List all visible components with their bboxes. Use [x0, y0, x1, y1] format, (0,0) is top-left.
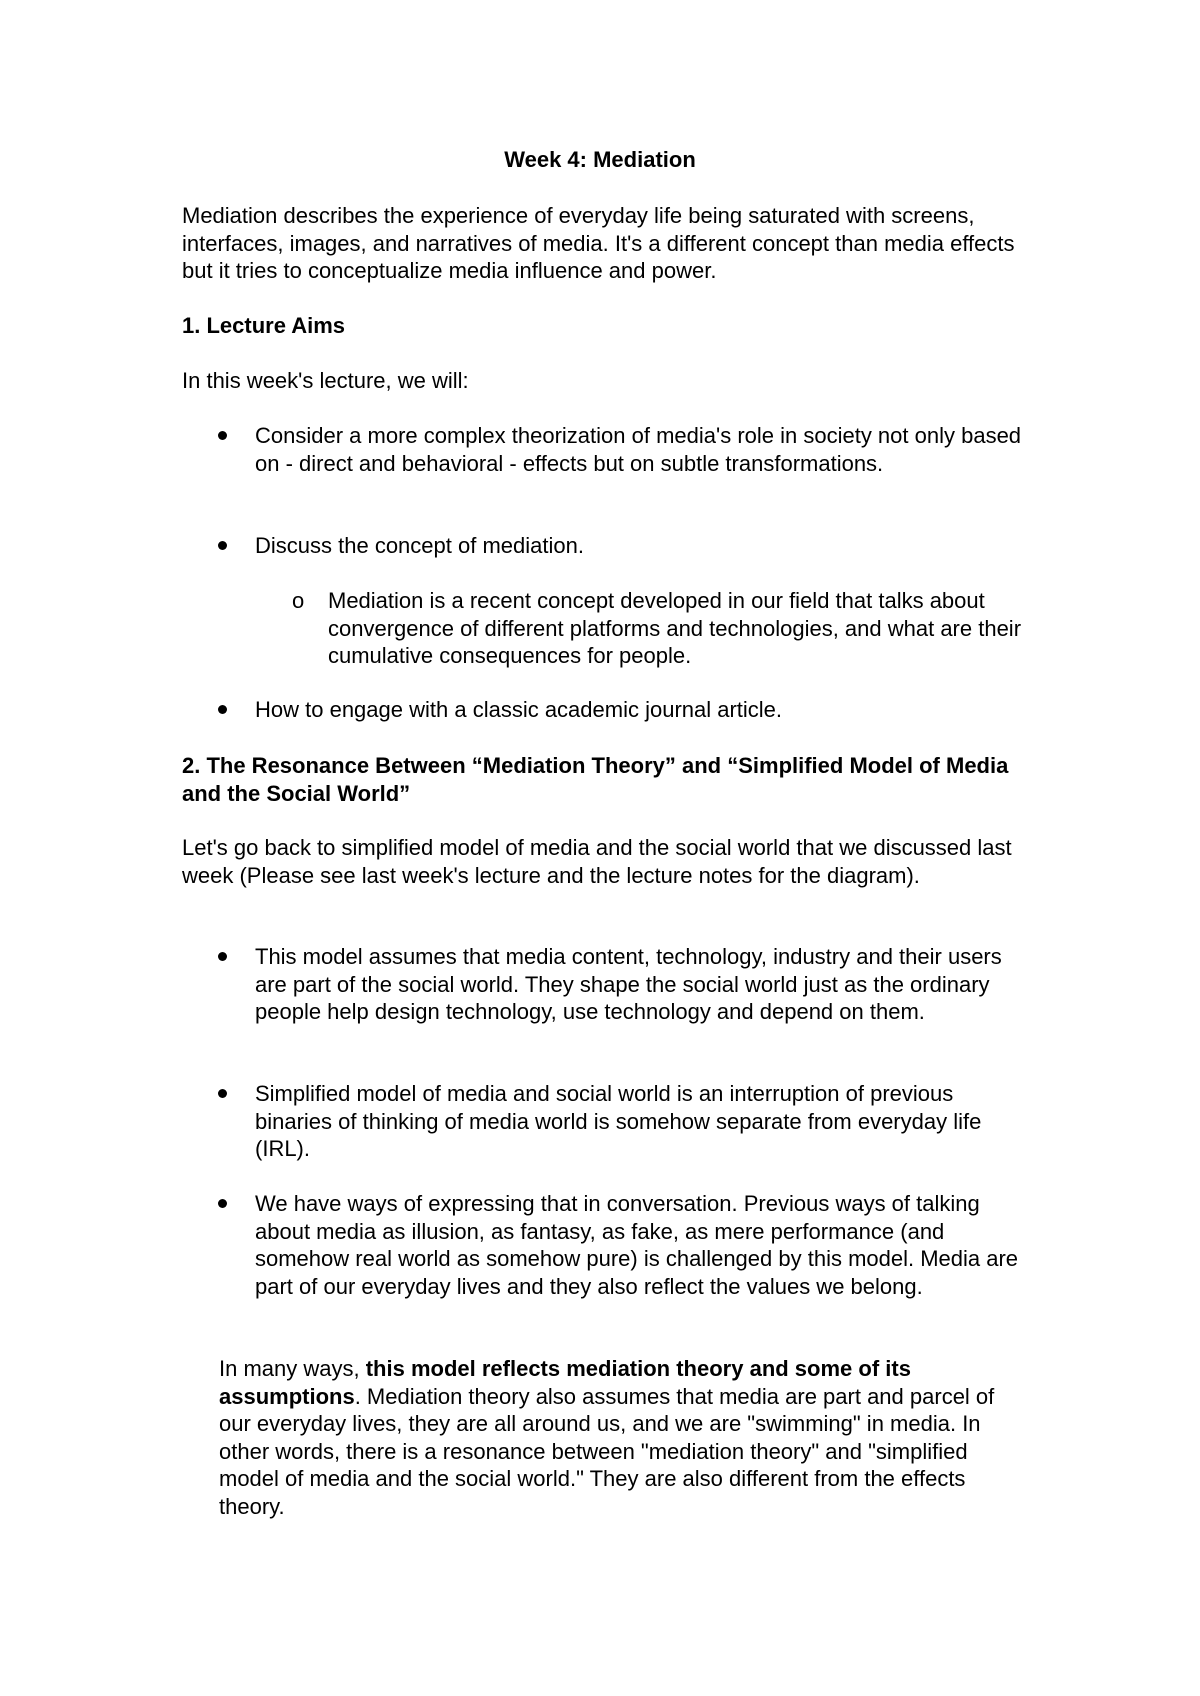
section-1-lead: In this week's lecture, we will: [182, 368, 469, 393]
page-title: Week 4: Mediation [504, 147, 696, 172]
model-bullet-3: We have ways of expressing that in conversation. Previous ways of talking about media as illusion, as fantasy, as fake, as mere performance (and somehow real world as somehow pure) is challenged by this model. Media are part of our everyday lives and they also reflect the values we belong. [255, 1191, 1019, 1299]
closing-text-start: In many ways, [219, 1356, 366, 1381]
section-1-heading: 1. Lecture Aims [182, 313, 346, 338]
sub-bullet-icon: o [292, 588, 305, 613]
intro-paragraph: Mediation describes the experience of everyday life being saturated with screens, interfaces, images, and narratives of media. It's a different concept than media effects but it tries to conceptualize media influence and power. [182, 203, 1015, 283]
bullet-icon [218, 952, 227, 961]
bullet-icon [218, 705, 227, 714]
bullet-icon [218, 431, 227, 440]
closing-emphasis: this model reflects mediation theory and some of its assumptions [219, 1356, 911, 1409]
section-2-lead: Let's go back to simplified model of media and the social world that we discussed last week (Please see last week's lecture and the lecture notes for the diagram). [182, 835, 1012, 888]
aims-sub-bullet: Mediation is a recent concept developed in our field that talks about convergence of different platforms and technologies, and what are their cumulative consequences for people. [328, 588, 1022, 668]
closing-text-end: . Mediation theory also assumes that media are part and parcel of our everyday lives, they are all around us, and we are "swimming" in media. In other words, there is a resonance between "mediation theory" and "simplified model of media and the social world." They are also different from the effects theory. [219, 1383, 995, 1519]
aims-bullet-2: Discuss the concept of mediation. [255, 533, 584, 558]
closing-paragraph [219, 1355, 1022, 1520]
section-2-heading: 2. The Resonance Between “Mediation Theory” and “Simplified Model of Media and the Social World” [182, 753, 1009, 806]
bullet-icon [218, 1089, 227, 1098]
model-bullet-2: Simplified model of media and social world is an interruption of previous binaries of thinking of media world is somehow separate from everyday life (IRL). [255, 1081, 982, 1161]
model-bullet-1: This model assumes that media content, technology, industry and their users are part of the social world. They shape the social world just as the ordinary people help design technology, use technology and depend on them. [255, 944, 1002, 1024]
aims-bullet-1: Consider a more complex theorization of media's role in society not only based on - direct and behavioral - effects but on subtle transformations. [255, 423, 1022, 476]
bullet-icon [218, 541, 227, 550]
aims-bullet-3: How to engage with a classic academic journal article. [255, 697, 783, 722]
bullet-icon [218, 1199, 227, 1208]
